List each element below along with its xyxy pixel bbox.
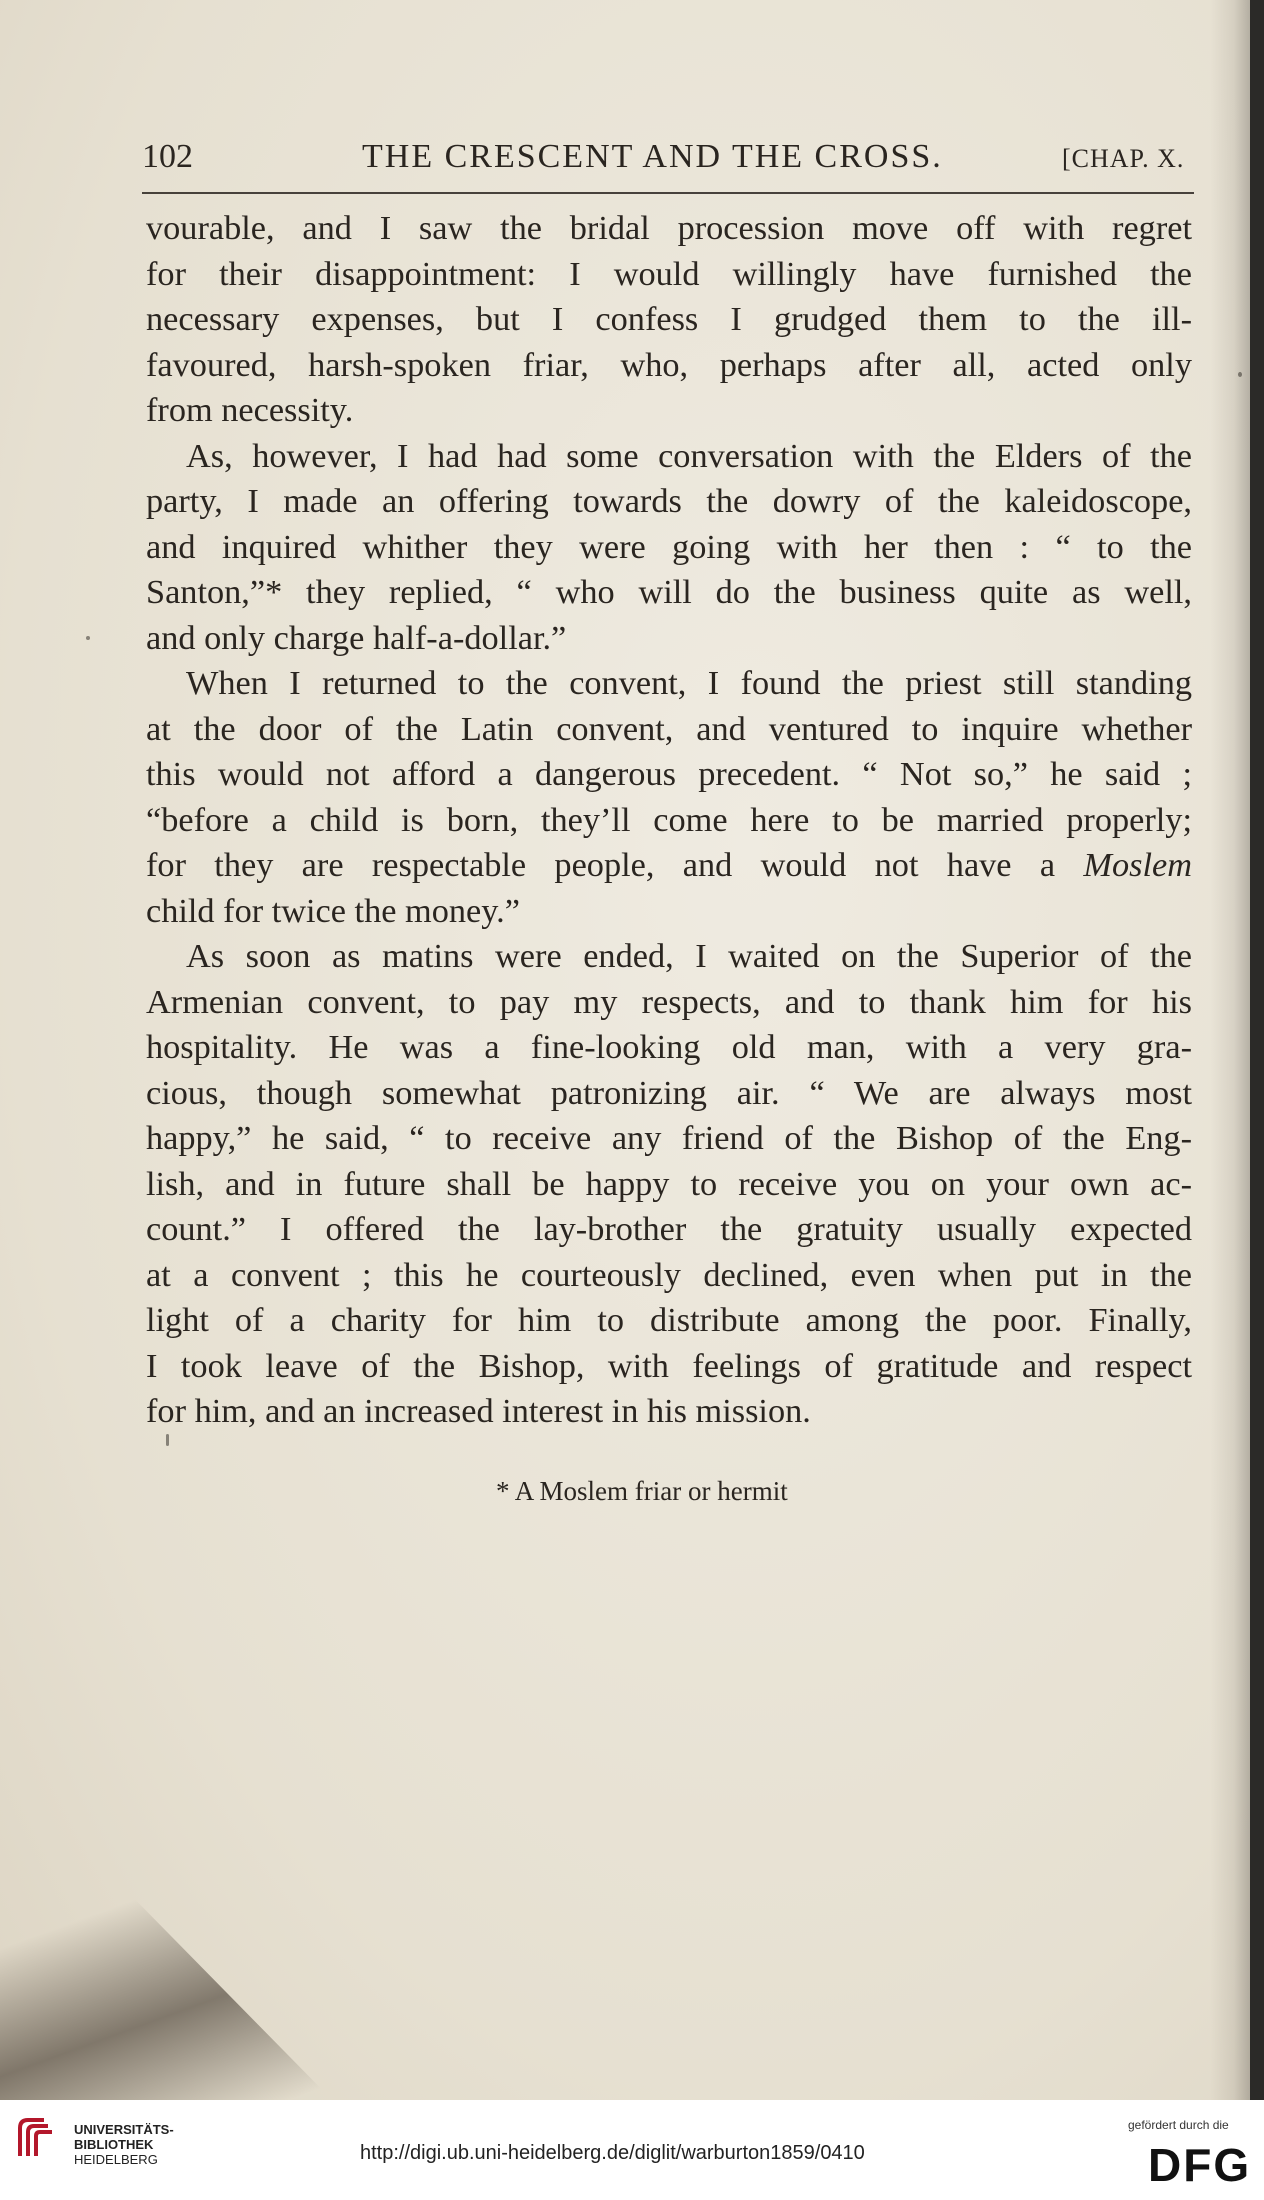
body-text — [146, 206, 1192, 1435]
header-rule — [142, 192, 1194, 194]
footnote: * A Moslem friar or hermit — [496, 1476, 788, 1506]
page-corner-stain — [0, 1820, 380, 2100]
text-line: As soon as matins were ended, I waited on the Superior of the — [186, 937, 1192, 975]
italic-word: Moslem — [1083, 846, 1192, 884]
text-line: favoured, harsh-spoken friar, who, perhaps after all, acted only — [146, 345, 1192, 384]
paper-speck — [166, 1434, 169, 1446]
text-segment: for they are respectable people, and would not have a — [146, 846, 1056, 884]
text-line: vourable, and I saw the bridal procession move off with regret — [146, 209, 1192, 247]
text-line-with-italic — [146, 843, 1192, 889]
text-line: I took leave of the Bishop, with feelings of gratitude and respect — [146, 1346, 1192, 1385]
chapter-marker: [CHAP. X. — [1062, 144, 1185, 173]
text-line: cious, though somewhat patronizing air. “ We are always most — [146, 1073, 1192, 1112]
library-name-line: BIBLIOTHEK — [74, 2137, 154, 2152]
paragraph-2 — [146, 434, 1192, 662]
running-head — [142, 138, 1192, 178]
library-logo-icon — [14, 2112, 64, 2162]
library-name — [74, 2122, 174, 2167]
text-line: for their disappointment: I would willingly have furnished the — [146, 254, 1192, 293]
text-line: for him, and an increased interest in his mission. — [146, 1392, 811, 1430]
text-line: at a convent ; this he courteously declined, even when put in the — [146, 1255, 1192, 1294]
text-line: at the door of the Latin convent, and ventured to inquire whether — [146, 709, 1192, 748]
text-line: party, I made an offering towards the dowry of the kaleidoscope, — [146, 482, 1192, 520]
source-url-link[interactable]: http://digi.ub.uni-heidelberg.de/diglit/warburton1859/0410 — [360, 2142, 865, 2164]
paper-speck — [1238, 372, 1242, 377]
library-name-line: HEIDELBERG — [74, 2152, 158, 2167]
text-line: lish, and in future shall be happy to receive you on your own ac- — [146, 1164, 1192, 1203]
running-title: THE CRESCENT AND THE CROSS. — [362, 138, 943, 175]
text-line: child for twice the money.” — [146, 891, 520, 930]
text-line: and inquired whither they were going with her then : “ to the — [146, 527, 1192, 566]
text-line: “before a child is born, they’ll come here to be married properly; — [146, 800, 1192, 839]
paragraph-3 — [146, 661, 1192, 934]
funder-caption: gefördert durch die — [1128, 2118, 1229, 2132]
digitization-footer — [0, 2100, 1264, 2200]
text-line: count.” I offered the lay-brother the gratuity usually expected — [146, 1210, 1192, 1248]
text-line: Santon,”* they replied, “ who will do the business quite as well, — [146, 573, 1192, 611]
text-line: As, however, I had had some conversation with the Elders of the — [186, 436, 1192, 475]
text-line: this would not afford a dangerous precedent. “ Not so,” he said ; — [146, 755, 1192, 793]
text-line: from necessity. — [146, 391, 354, 429]
text-line: hospitality. He was a fine-looking old man, with a very gra- — [146, 1028, 1192, 1066]
paper-speck — [86, 636, 90, 640]
paragraph-1 — [146, 206, 1192, 434]
paragraph-4 — [146, 934, 1192, 1435]
text-line: Armenian convent, to pay my respects, and to thank him for his — [146, 982, 1192, 1021]
library-name-line: UNIVERSITÄTS- — [74, 2122, 174, 2137]
text-line: happy,” he said, “ to receive any friend of the Bishop of the Eng- — [146, 1119, 1192, 1157]
text-line: necessary expenses, but I confess I grudged them to the ill- — [146, 300, 1192, 338]
page-edge-shadow — [1210, 0, 1250, 2100]
dfg-logo: DFG — [1148, 2139, 1252, 2191]
text-line: and only charge half-a-dollar.” — [146, 618, 567, 657]
text-line: light of a charity for him to distribute among the poor. Finally, — [146, 1301, 1192, 1339]
text-line: When I returned to the convent, I found the priest still standing — [186, 664, 1192, 702]
page-number: 102 — [142, 138, 193, 175]
